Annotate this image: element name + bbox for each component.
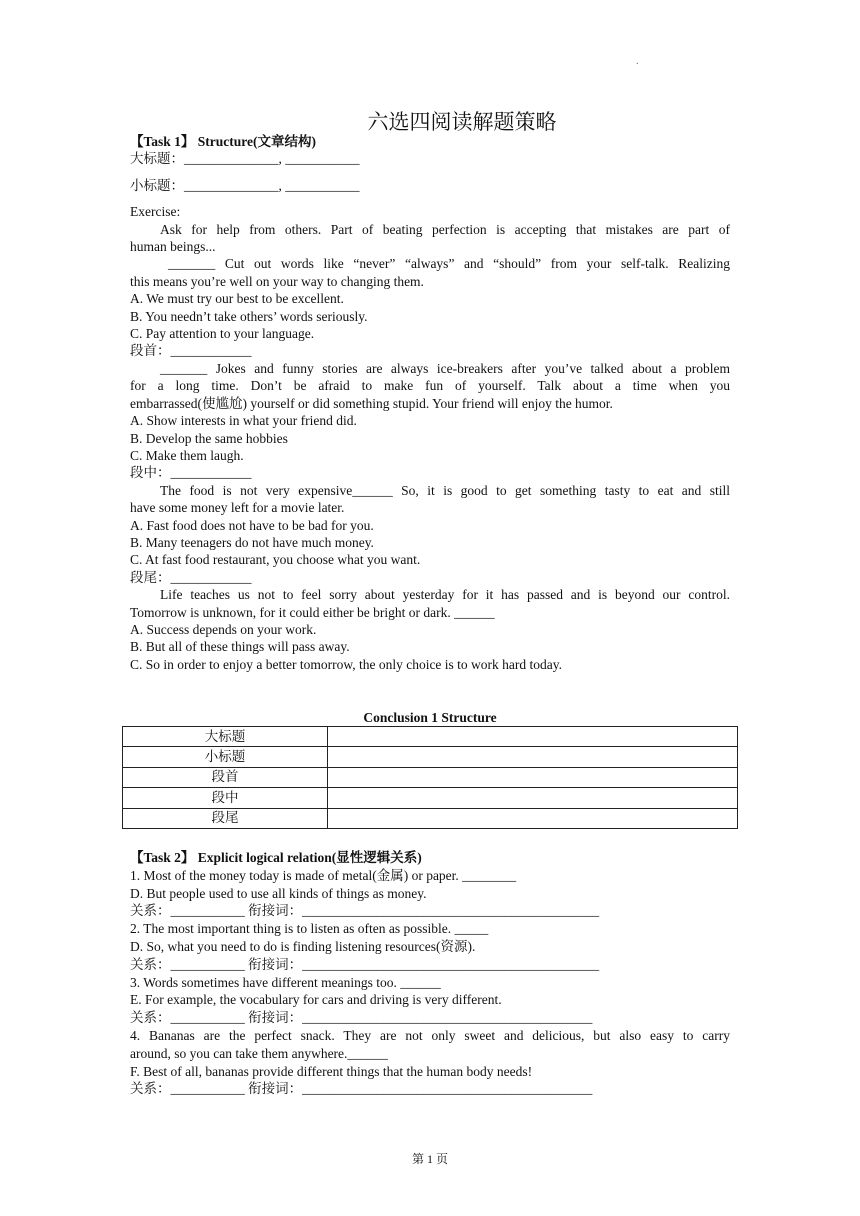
exercise-label: Exercise:: [130, 204, 181, 220]
ex1-option: C. Pay attention to your language.: [130, 326, 315, 342]
task2-item-line: around, so you can take them anywhere.______: [130, 1045, 388, 1061]
ex1-line: this means you’re well on your way to changing them.: [130, 273, 424, 289]
task2-item-line: F. Best of all, bananas provide different things that the human body needs!: [130, 1063, 533, 1079]
ex3-line: have some money left for a movie later.: [130, 500, 345, 516]
ex3-option: C. At fast food restaurant, you choose what you want.: [130, 552, 421, 568]
ex2-line: _______ Jokes and funny stories are always ice-breakers after you’ve talked about a problem: [160, 360, 730, 376]
task2-item-line: 1. Most of the money today is made of metal(金属) or paper. ________: [130, 867, 517, 883]
answer-cell[interactable]: [328, 727, 738, 747]
task2-relation: 关系：___________ 衔接词：____________________________________________: [130, 903, 600, 919]
table-row: [123, 808, 738, 828]
table-row: [123, 747, 738, 767]
row-label: 段中: [123, 788, 328, 808]
task2-item-line: 3. Words sometimes have different meanings too. ______: [130, 974, 441, 990]
task2-item-line: 4. Bananas are the perfect snack. They are not only sweet and delicious, but also easy to carry: [130, 1027, 730, 1043]
row-label: 段尾: [123, 808, 328, 828]
row-label: 小标题: [123, 747, 328, 767]
page-title: 六选四阅读解题策略: [367, 110, 557, 134]
ex1-answer-label: 段首：____________: [130, 343, 252, 359]
ex4-option: B. But all of these things will pass away.: [130, 639, 350, 655]
table-row: [123, 788, 738, 808]
ex2-option: C. Make them laugh.: [130, 447, 244, 463]
conclusion-table: [122, 726, 738, 829]
task2-relation: 关系：___________ 衔接词：___________________________________________: [130, 1081, 593, 1097]
ex3-answer-label: 段尾：____________: [130, 569, 252, 585]
task1-heading: 【Task 1】 Structure(文章结构): [130, 134, 317, 149]
ex4-option: C. So in order to enjoy a better tomorrow, the only choice is to work hard today.: [130, 656, 563, 672]
ex4-option: A. Success depends on your work.: [130, 621, 317, 637]
task2-section: [130, 849, 730, 1098]
task2-item-line: 2. The most important thing is to listen as often as possible. _____: [130, 921, 489, 937]
answer-cell[interactable]: [328, 747, 738, 767]
ex3-option: B. Many teenagers do not have much money.: [130, 534, 374, 550]
ex2-line: embarrassed(使尴尬) yourself or did something stupid. Your friend will enjoy the humor.: [130, 395, 613, 411]
task2-heading: 【Task 2】 Explicit logical relation(显性逻辑关系): [130, 850, 422, 865]
task2-relation: 关系：___________ 衔接词：___________________________________________: [130, 1010, 593, 1026]
answer-cell[interactable]: [328, 767, 738, 787]
ex2-line: for a long time. Don’t be afraid to make fun of yourself. Talk about a time when you: [130, 378, 730, 394]
ex1-option: A. We must try our best to be excellent.: [130, 291, 344, 307]
task2-relation: 关系：___________ 衔接词：____________________________________________: [130, 956, 600, 972]
row-label: 段首: [123, 767, 328, 787]
ex2-option: B. Develop the same hobbies: [130, 430, 288, 446]
small-title-blank: 小标题：______________, ___________: [130, 177, 360, 193]
big-title-blank: 大标题：______________, ___________: [130, 151, 360, 167]
conclusion-caption: Conclusion 1 Structure: [363, 710, 497, 725]
table-row: [123, 767, 738, 787]
ex1-line: _______ Cut out words like “never” “always” and “should” from your self-talk. Realizing: [168, 256, 730, 272]
task2-item-line: D. So, what you need to do is finding listening resources(资源).: [130, 938, 476, 954]
ex2-option: A. Show interests in what your friend did.: [130, 413, 357, 429]
page-number: 第 1 页: [411, 1152, 448, 1166]
ex3-option: A. Fast food does not have to be bad for you.: [130, 517, 374, 533]
ex1-line: Ask for help from others. Part of beating perfection is accepting that mistakes are part of: [160, 221, 730, 237]
task2-item-line: D. But people used to use all kinds of things as money.: [130, 885, 427, 901]
ex3-line: The food is not very expensive______ So, it is good to get something tasty to eat and still: [160, 482, 730, 498]
row-label: 大标题: [123, 727, 328, 747]
ex1-option: B. You needn’t take others’ words seriously.: [130, 308, 368, 324]
table-row: [123, 727, 738, 747]
task2-item-line: E. For example, the vocabulary for cars and driving is very different.: [130, 992, 502, 1008]
ex2-answer-label: 段中：____________: [130, 465, 252, 481]
header-mark: .: [636, 56, 639, 67]
answer-cell[interactable]: [328, 808, 738, 828]
answer-cell[interactable]: [328, 788, 738, 808]
ex4-line: Tomorrow is unknown, for it could either be bright or dark. ______: [130, 604, 495, 620]
ex4-line: Life teaches us not to feel sorry about yesterday for it has passed and is beyond our control.: [160, 587, 730, 603]
ex1-line: human beings...: [130, 239, 216, 255]
task1-section: [130, 133, 730, 673]
